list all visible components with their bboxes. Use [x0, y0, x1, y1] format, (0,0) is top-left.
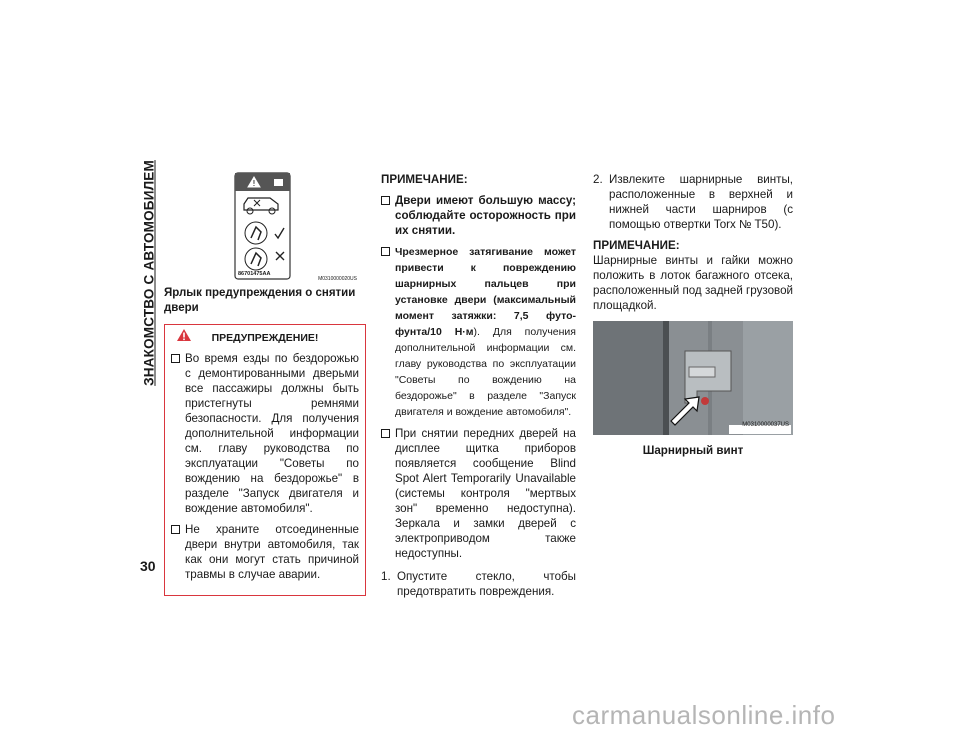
section-side-tab — [140, 160, 158, 386]
svg-text:!: ! — [252, 179, 256, 188]
note2-text: Шарнирные винты и гайки можно положить в лоток багажного отсека, расположенный под задней грузовой площадкой. — [593, 254, 793, 312]
figure2-caption: Шарнирный винт — [642, 444, 744, 457]
hinge-screw-photo — [593, 321, 793, 435]
door-warning-label-illustration — [234, 172, 357, 280]
warning-title: ПРЕДУПРЕЖДЕНИЕ! — [211, 332, 319, 344]
door-warning-label-figure — [234, 172, 357, 280]
figure1-caption: Ярлык предупреждения о снятии двери — [164, 287, 356, 314]
column-right — [593, 172, 793, 458]
watermark: carmanualsonline.info — [572, 700, 836, 730]
warning-item: Не храните отсоединенные двери внутри автомобиля, так как они могут стать причиной травмы в случае аварии. — [171, 522, 359, 582]
note1-item: Чрезмерное затягивание может привести к повреждению шарнирных пальцев при установке двери (максимальный момент затяжки: 7,5 футо-фунта/10 Н·м). Для получения дополнительной информации см. главу руководства по эксплуатации "Советы по вождению на бездорожье" в разделе "Запуск двигателя и вождение автомобиля". — [381, 244, 576, 420]
column-middle — [381, 172, 576, 605]
section-title: ЗНАКОМСТВО С АВТОМОБИЛЕМ — [141, 160, 157, 386]
note2-title: ПРИМЕЧАНИЕ: — [593, 239, 680, 252]
figure1-label-text: 86701475AA — [238, 271, 271, 277]
figure2-code: M0310000037US — [742, 422, 789, 428]
warning-item: Во время езды по бездорожью с демонтированными дверьми все пассажиры должны быть пристегнуты ремнями безопасности. Для получения дополнительной информации см. главу руководства по эксплуатации "Советы по вождению на бездорожье" в разделе "Запуск двигателя и вождение автомобиля". — [171, 351, 359, 516]
note1-item: Двери имеют большую массу; соблюдайте осторожность при их снятии. — [381, 193, 576, 238]
page-number: 30 — [140, 558, 156, 574]
figure1-code: M0310000020US — [318, 276, 357, 282]
note1-item: При снятии передних дверей на дисплее щитка приборов появляется сообщение Blind Spot Alert Temporarily Unavailable (системы контроля "мертвых зон" временно недоступна). Зеркала и замки дверей с электроприводом также недоступны. — [381, 426, 576, 561]
step-item: 1. Опустите стекло, чтобы предотвратить повреждения. — [381, 570, 576, 598]
warning-box — [164, 324, 366, 596]
note1-title: ПРИМЕЧАНИЕ: — [381, 173, 468, 186]
column-left — [164, 172, 364, 596]
warning-triangle-icon — [177, 329, 191, 341]
step-item: 2. Извлеките шарнирные винты, расположенные в верхней и нижней части шарниров (с помощью отвертки Torx № T50). — [593, 173, 793, 231]
